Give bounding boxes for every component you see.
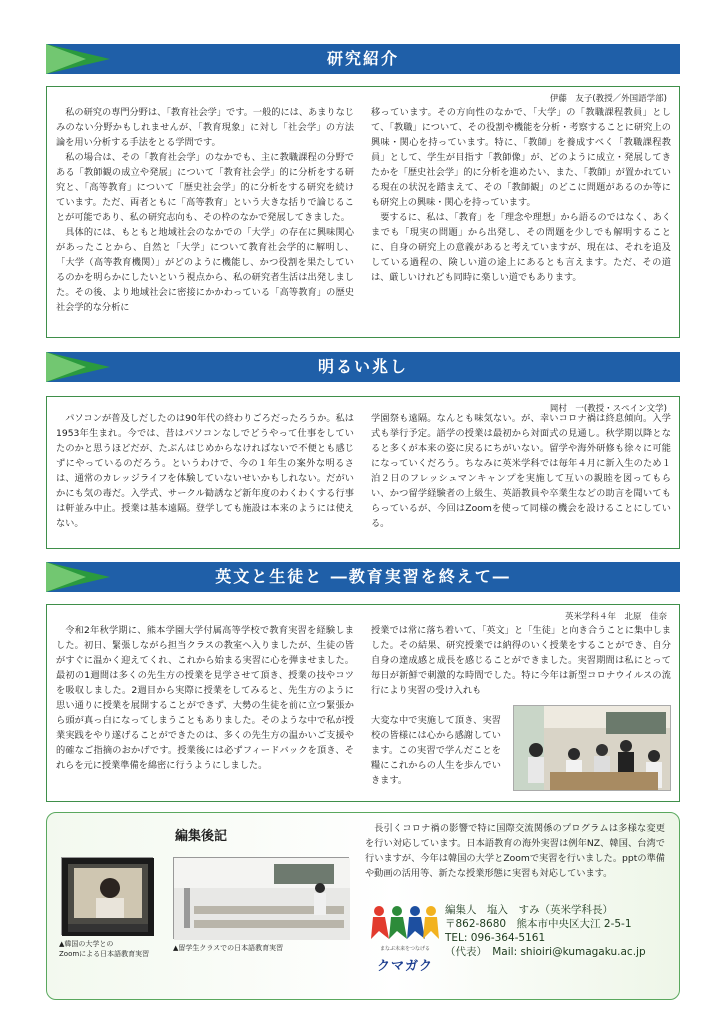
paragraph: 学園祭も遠隔。なんとも味気ない。が、幸いコロナ禍は終息傾向。入学式も挙行予定。語学の授業は最初から対面式の見通し。秋学期以降となると多くが本来の姿に戻るにちがいない。留学や海外研修も徐々に可能になっていくだろう。ちなみに英米学科では毎年４月に新入生のため１泊２日のフレッシュマンキャンプを実施して互いの親睦を図ってもらい、かつ留学経験者の上級生、英語教員や卒業生などの助言を聞いてもらっているが、今回はZoomを使って同様の機会を設けることにしている。 — [371, 413, 671, 529]
logo-name: クマガク — [376, 959, 433, 974]
paragraph: 授業では常に落ち着いて、「英文」と「生徒」と向き合うことに集中しました。その結果、研究授業では納得のいく授業をすることができ、自分自身の達成感と成長を感じることができました。実習期間は私にとって毎日が新鮮で刺激的な時間でした。特に今年は新型コロナウイルスの流行により実習の受け入れも — [371, 625, 671, 696]
article-author: 英米学科４年 北原 佳奈 — [564, 612, 667, 622]
paragraph: 私の研究の専門分野は、「教育社会学」です。一般的には、あまりなじみのない分野かもしれませんが、「教育現象」に対し「社会学」の方法論を用い分析する手法をとる学問です。 — [56, 107, 354, 148]
paragraph: 私の場合は、その「教育社会学」のなかでも、主に教職課程の分野である「教師観の成立や発展」について「教育社会学」的に分析をする研究と、「高等教育」について「歴史社会学」的に分析をする研究を続けています。ただ、両者ともに「高等教育」という大きな括りで論じることが可能であり、私の研究志向も、その枠のなかで発展してきました。 — [56, 152, 354, 223]
phone-number: TEL: 096-364-5161 — [445, 932, 546, 944]
contact-info — [445, 903, 671, 959]
section-banner-bright-signs — [46, 352, 680, 382]
kumagaku-logo — [371, 901, 439, 974]
section-title: 研究紹介 — [326, 49, 399, 68]
paragraph: 大変な中で実施して頂き、実習校の皆様には心から感謝しています。この実習で学んだことを糧にこれからの人生を歩んでいきます。 — [371, 715, 501, 786]
photo-caption: ▲韓国の大学との Zoomによる日本語教育実習 — [59, 940, 150, 958]
section-banner-research — [46, 44, 680, 74]
article-column-right-wrap — [371, 713, 501, 788]
photo-caption: ▲留学生クラスでの日本語教育実習 — [173, 944, 284, 952]
paragraph: 要するに、私は、「教育」を「理念や理想」から語るのではなく、あくまでも「現実の問題」から出発し、その問題を少しでも解明することに、自身の研究上の意義があると考えていますが、現在は、それを追及している過程の、険しい道の途上にあるとも言えます。ただ、その道は、厳しいけれども同時に楽しい道でもあります。 — [371, 212, 671, 283]
editor-notes-title: 編集後記 — [175, 829, 228, 844]
article-column-left — [56, 623, 354, 773]
article-column-right — [371, 623, 671, 698]
section-banner-teaching-practice — [46, 562, 680, 592]
section-title: 明るい兆し — [317, 357, 408, 376]
editor-name: 編集人 塩入 すみ（英米学科長） — [445, 904, 613, 916]
article-column-left — [56, 105, 354, 315]
article-research — [46, 86, 680, 338]
article-teaching-practice — [46, 604, 680, 802]
paragraph: パソコンが普及しだしたのは90年代の終わりごろだったろうか。私は1953年生まれ。今では、昔はパソコンなしでどうやって仕事をしていたのかと思うほどだが、たぶんはじめからなければないで不便とも感じずにやっているのだろう。というわけで、今の１年生の案外な明るさは、通常のカレッジライフを体験していないせいかもしれない。だがいかにも気の毒だ。入学式、サークル勧誘など新年度のわくわくする行事は軒並み中止。授業は基本遠隔。登学しても施設は本来のようには使えない。 — [56, 413, 354, 529]
paragraph: 具体的には、もともと地域社会のなかでの「大学」の存在に興味関心があったことから、自然と「大学」について教育社会学的に解明し、「大学（高等教育機関）」がどのように機能し、かつ役割を果たしているのかを明らかにしたいという視点から、私の研究者生活は出発しました。その後、より地域社会に密接にかかわっている「高等教育」の歴史社会学的な分析に — [56, 227, 354, 313]
section-title: 英文と生徒と ―教育実習を終えて― — [215, 567, 511, 586]
article-column-left — [56, 411, 354, 531]
paragraph: 移っています。その方向性のなかで、「大学」の「教職課程教員」として、「教職」について、その役割や機能を分析・考察することに研究上の興味・関心を持っています。特に、「教師」を養成すべく「教職課程教員」として、学生が目指す「教師像」が、どのように成立・発展してきたかを「歴史社会学」的に分析を進めたい、また、「教師」が置かれている現在の状況を踏まえて、その「教師観」のどこに問題があるのか等にも研究上の興味・関心を持っています。 — [371, 107, 671, 208]
article-column-right — [371, 411, 671, 531]
logo-tagline: まなぶ未来をつなげる — [379, 946, 430, 952]
article-bright-signs — [46, 396, 680, 549]
paragraph: 令和2年秋学期に、熊本学園大学付属高等学校で教育実習を経験しました。初日、緊張しながら担当クラスの教室へ入りましたが、生徒の皆がすぐに温かく迎えてくれ、これから始まる実習に心を弾ませました。最初の1週間は多くの先生方の授業を見学させて頂き、授業の技やコツを吸収しました。2週目から実際に授業をしてみると、先生方のように思い通りに授業を展開することができず、大勢の生徒を前に立つ緊張から頭が真っ白になってしまうこともありました。そのような中で私が授業実践をやり遂げることができたのは、多くの先生方の温かいご支援や的確なご指摘のおかげです。授業後には必ずフィードバックを頂き、それらを元に授業準備を綿密に行うようにしました。 — [56, 625, 354, 771]
email-address: （代表） Mail: shioiri@kumagaku.ac.jp — [445, 946, 646, 958]
article-column-right — [371, 105, 671, 285]
article-author: 岡村 一(教授・スペイン文学) — [549, 404, 667, 414]
editor-notes-panel — [46, 812, 680, 1000]
postal-address: 〒862-8680 熊本市中央区大江 2-5-1 — [445, 918, 632, 930]
zoom-lesson-photo — [61, 857, 153, 935]
article-author: 伊藤 友子(教授／外国語学部) — [549, 94, 667, 104]
editor-notes-text: 長引くコロナ禍の影響で特に国際交流関係のプログラムは多様な変更を行い対応しています。日本語教育の海外実習は例年NZ、韓国、台湾で行いますが、今年は韓国の大学とZoomで実習を行いました。pptの準備や動画の活用等、新たな授業形態に実習も対応しています。 — [365, 823, 665, 879]
classroom-lesson-photo — [173, 857, 349, 939]
classroom-photo — [513, 705, 671, 791]
